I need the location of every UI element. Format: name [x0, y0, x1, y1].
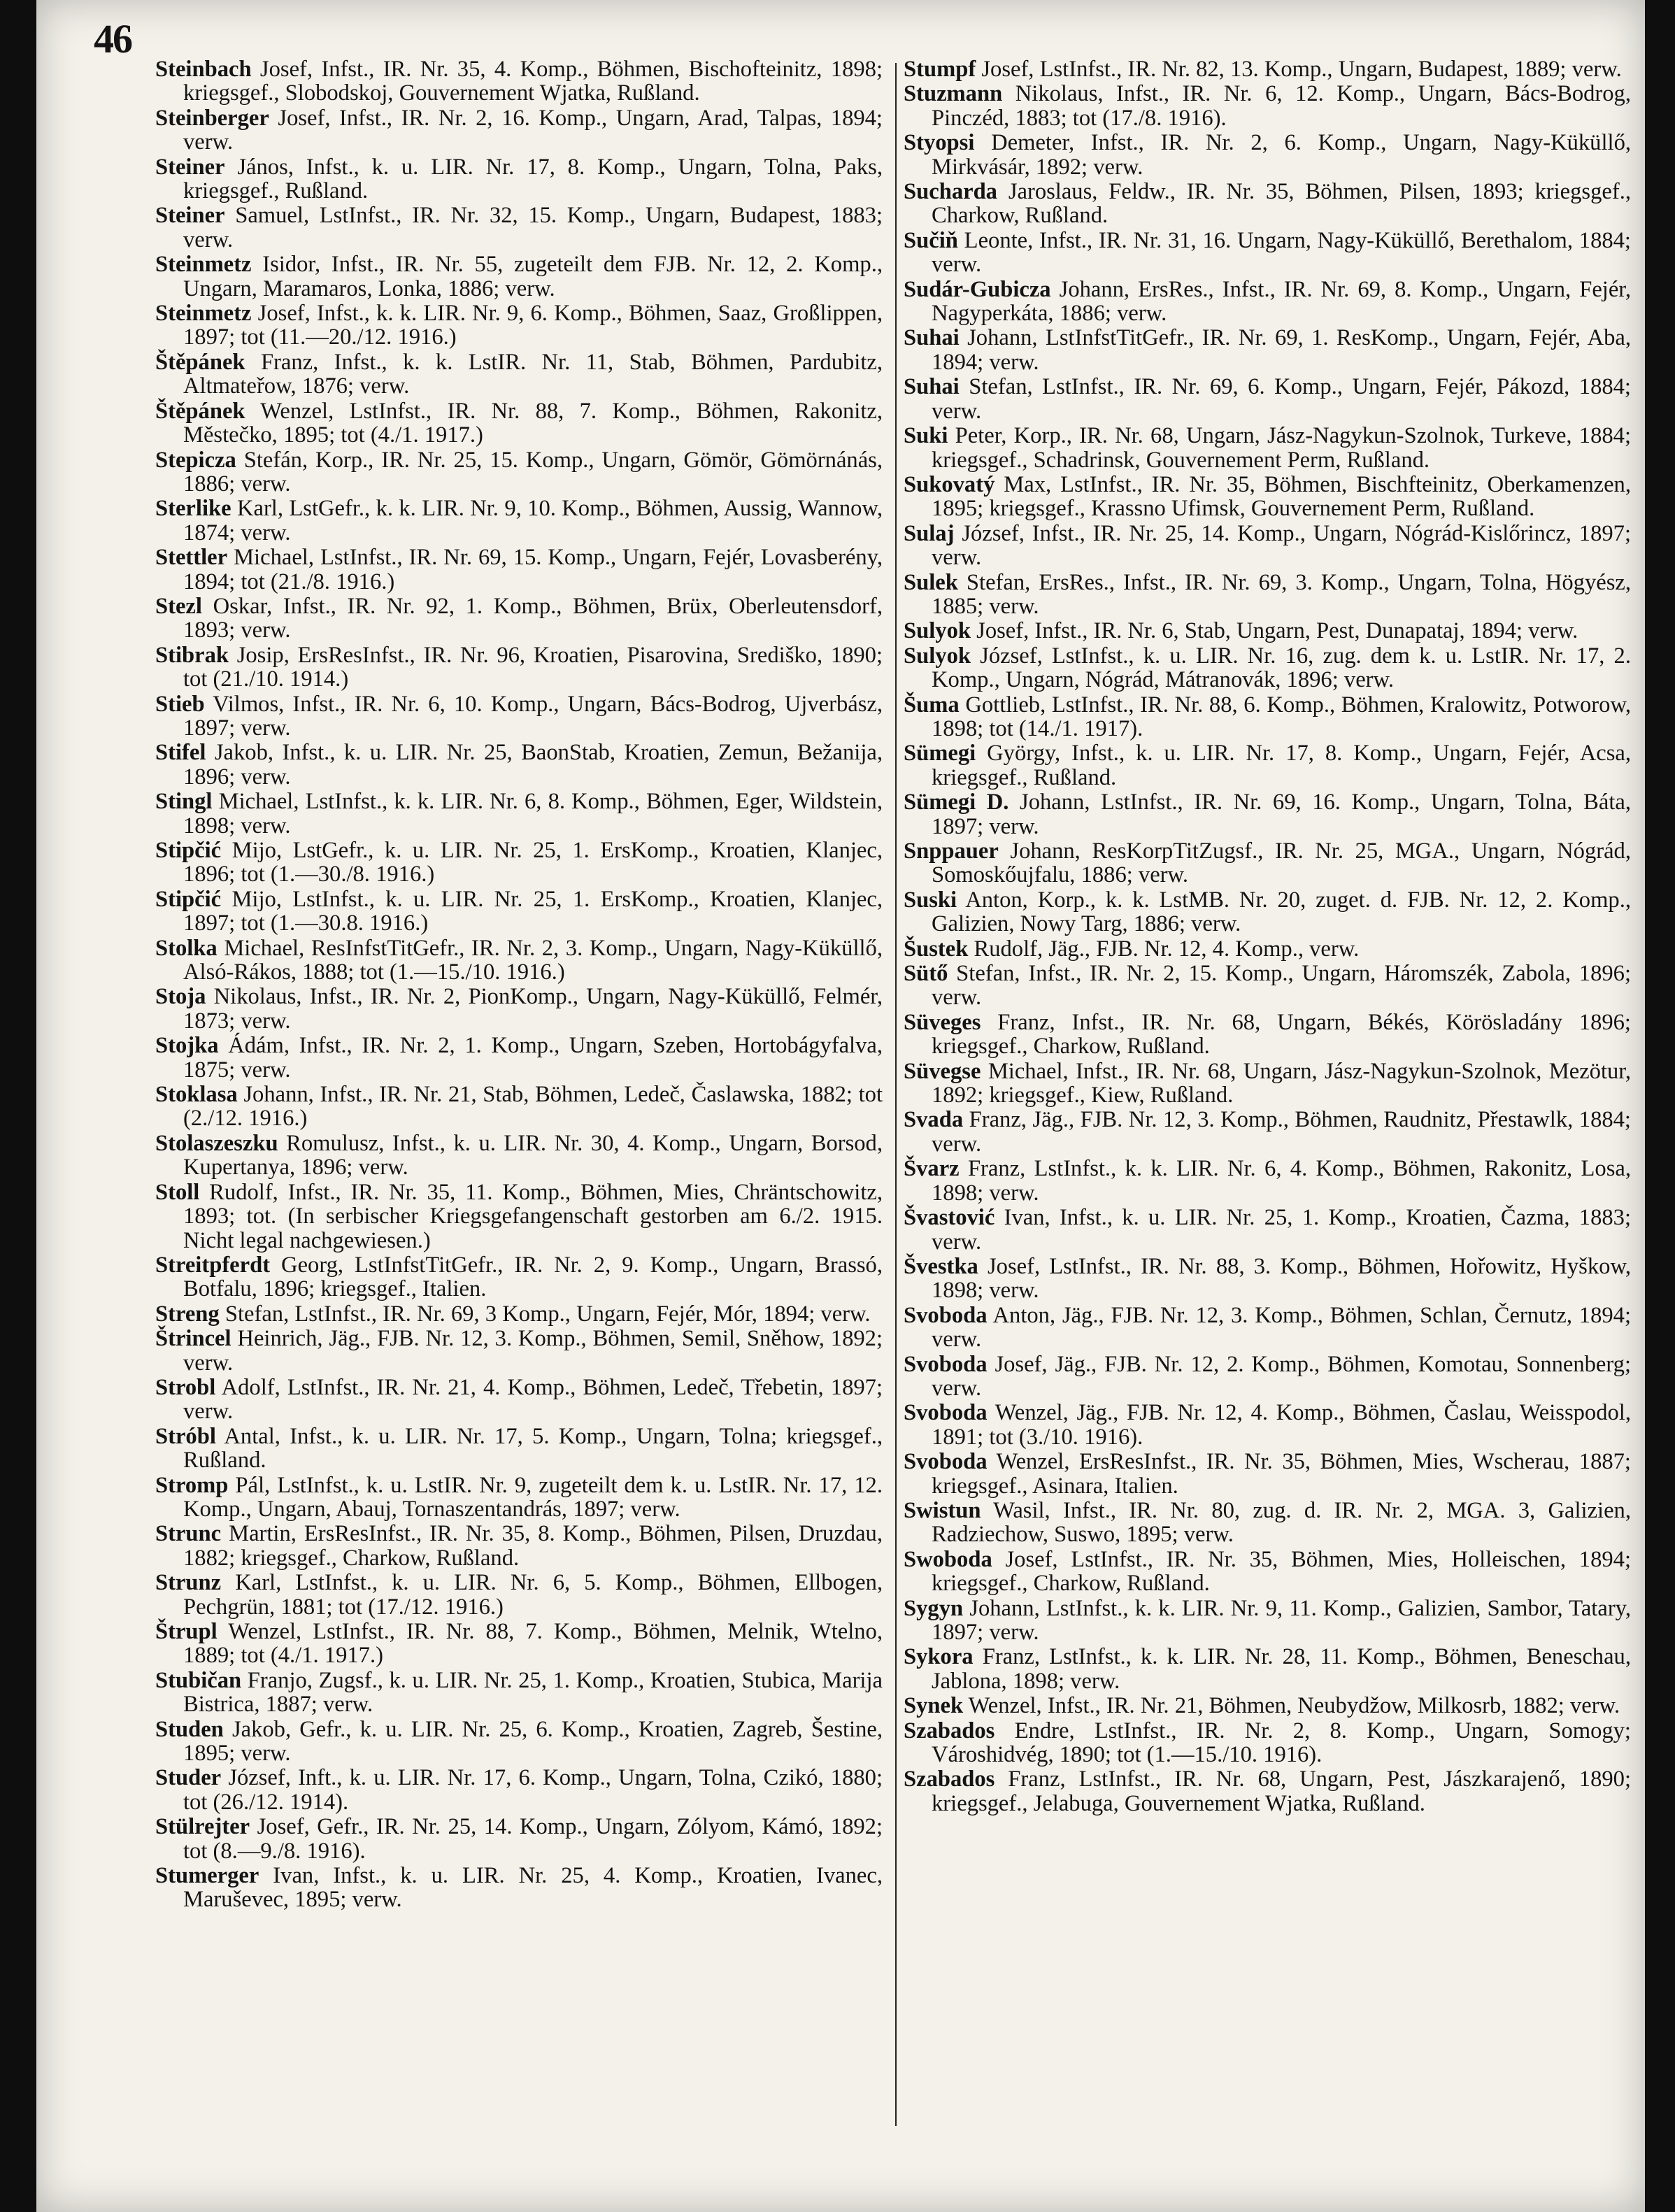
list-item — [904, 1401, 1631, 1449]
list-item — [904, 1767, 1631, 1815]
entry-surname: Sümegi — [904, 741, 976, 766]
entry-details: József, Inft., k. u. LIR. Nr. 17, 6. Komp., Ungarn, Tolna, Czikó, 1880; tot (26./12. 1914). — [183, 1765, 883, 1815]
entry-details: Gottlieb, LstInfst., IR. Nr. 88, 6. Komp., Böhmen, Kralowitz, Potworow, 1898; tot (14./1. 1917). — [932, 692, 1631, 741]
entry-details: Josef, Jäg., FJB. Nr. 12, 2. Komp., Böhmen, Komotau, Sonnenberg; verw. — [932, 1351, 1631, 1401]
entry-surname: Svoboda — [904, 1400, 988, 1426]
entry-surname: Stezl — [155, 593, 202, 619]
list-item — [155, 692, 883, 741]
entry-details: Johann, ResKorpTitZugsf., IR. Nr. 25, MGA., Ungarn, Nógrád, Somoskőujfalu, 1886; verw. — [932, 839, 1631, 888]
page-number: 46 — [94, 16, 131, 62]
entry-surname: Štěpánek — [155, 398, 245, 424]
entry-details: Franz, LstInfst., k. k. LIR. Nr. 6, 4. Komp., Böhmen, Rakonitz, Losa, 1898; verw. — [932, 1156, 1631, 1206]
list-item — [155, 1425, 883, 1473]
entry-surname: Sulek — [904, 569, 958, 595]
list-item — [155, 1522, 883, 1570]
entry-surname: Swistun — [904, 1497, 981, 1523]
list-item — [155, 1474, 883, 1522]
list-item — [155, 643, 883, 692]
list-item — [904, 522, 1631, 570]
entry-surname: Švarz — [904, 1156, 960, 1182]
entry-details: Franz, Infst., IR. Nr. 68, Ungarn, Békés, Körösladány 1896; kriegsgef., Charkow, Rußland. — [932, 1009, 1631, 1059]
entry-surname: Sterlike — [155, 496, 231, 522]
list-item — [155, 1815, 883, 1863]
entry-surname: Sucharda — [904, 179, 997, 205]
entry-details: Josef, LstInfst., IR. Nr. 88, 3. Komp., Böhmen, Hořowitz, Hyškow, 1898; verw. — [932, 1253, 1631, 1304]
entry-details: Nikolaus, Infst., IR. Nr. 6, 12. Komp., Ungarn, Bács-Bodrog, Pinczéd, 1883; tot (17./8. 1916). — [932, 81, 1631, 131]
entry-details: Mijo, LstGefr., k. u. LIR. Nr. 25, 1. ErsKomp., Kroatien, Klanjec, 1896; tot (1.—30./8. 1916.) — [183, 838, 883, 887]
entry-surname: Štrupl — [155, 1619, 218, 1644]
entry-surname: Sulaj — [904, 520, 955, 546]
entry-surname: Suski — [904, 887, 957, 913]
entry-surname: Sütő — [904, 961, 948, 987]
entry-surname: Stipčić — [155, 838, 222, 863]
entry-details: Anton, Korp., k. k. LstMB. Nr. 20, zuget. d. FJB. Nr. 12, 2. Komp., Galizien, Nowy Targ, 1886; verw. — [932, 887, 1631, 937]
entry-details: Isidor, Infst., IR. Nr. 55, zugeteilt dem FJB. Nr. 12, 2. Komp., Ungarn, Maramaros, Lonka, 1886; verw. — [183, 252, 883, 301]
entry-details: Rudolf, Jäg., FJB. Nr. 12, 4. Komp., verw. — [968, 936, 1360, 962]
entry-surname: Szabados — [904, 1718, 995, 1743]
entry-details: Rudolf, Infst., IR. Nr. 35, 11. Komp., Böhmen, Mies, Chräntschowitz, 1893; tot. (In serbischer Kriegsgefangenschaft gestorben am 6./2. 1915. Nicht legal nachgewiesen.) — [183, 1179, 883, 1253]
entry-details: Karl, LstInfst., k. u. LIR. Nr. 6, 5. Komp., Böhmen, Ellbogen, Pechgrün, 1881; tot (17./12. 1916.) — [183, 1570, 883, 1620]
entry-details: Georg, LstInfstTitGefr., IR. Nr. 2, 9. Komp., Ungarn, Brassó, Botfalu, 1896; kriegsgef., Italien. — [183, 1252, 883, 1302]
entry-details: Martin, ErsResInfst., IR. Nr. 35, 8. Komp., Böhmen, Pilsen, Druzdau, 1882; kriegsgef., Charkow, Rußland. — [183, 1521, 883, 1571]
list-item — [904, 131, 1631, 179]
list-item — [155, 1132, 883, 1180]
entry-details: Oskar, Infst., IR. Nr. 92, 1. Komp., Böhmen, Brüx, Oberleutensdorf, 1893; verw. — [183, 593, 883, 643]
entry-details: Vilmos, Infst., IR. Nr. 6, 10. Komp., Ungarn, Bács-Bodrog, Ujverbász, 1897; verw. — [183, 691, 883, 741]
entry-details: Ivan, Infst., k. u. LIR. Nr. 25, 1. Komp., Kroatien, Čazma, 1883; verw. — [932, 1205, 1631, 1255]
entry-details: Johann, LstInfst., IR. Nr. 69, 16. Komp., Ungarn, Tolna, Báta, 1897; verw. — [932, 790, 1631, 839]
entry-surname: Sygyn — [904, 1595, 964, 1621]
entry-surname: Svada — [904, 1107, 964, 1133]
entry-details: Ádám, Infst., IR. Nr. 2, 1. Komp., Ungarn, Szeben, Hortobágyfalva, 1875; verw. — [183, 1033, 883, 1083]
entry-details: György, Infst., k. u. LIR. Nr. 17, 8. Komp., Ungarn, Fejér, Acsa, kriegsgef., Rußland. — [932, 741, 1631, 790]
entry-details: Anton, Jäg., FJB. Nr. 12, 3. Komp., Böhmen, Schlan, Černutz, 1894; verw. — [932, 1302, 1631, 1353]
entry-surname: Šustek — [904, 936, 969, 962]
entry-details: Wenzel, Infst., IR. Nr. 21, Böhmen, Neubydžow, Milkosrb, 1882; verw. — [963, 1693, 1620, 1719]
entry-details: Karl, LstGefr., k. k. LIR. Nr. 9, 10. Komp., Böhmen, Aussig, Wannow, 1874; verw. — [183, 496, 883, 545]
list-item — [904, 1353, 1631, 1401]
list-item — [155, 1180, 883, 1253]
list-item — [155, 1571, 883, 1619]
list-item — [155, 741, 883, 789]
list-item — [155, 1766, 883, 1814]
entry-details: Samuel, LstInfst., IR. Nr. 32, 15. Komp., Ungarn, Budapest, 1883; verw. — [183, 203, 883, 252]
entry-details: Franz, LstInfst., k. k. LIR. Nr. 28, 11. Komp., Böhmen, Beneschau, Jablona, 1898; verw. — [932, 1644, 1631, 1694]
entry-surname: Stingl — [155, 789, 213, 815]
list-item — [904, 1011, 1631, 1059]
entry-surname: Sudár-Gubicza — [904, 276, 1051, 302]
list-item — [155, 1302, 883, 1326]
entry-details: Wenzel, ErsResInfst., IR. Nr. 35, Böhmen, Mies, Wscherau, 1887; kriegsgef., Asinara, Italien. — [932, 1449, 1631, 1499]
list-item — [155, 1864, 883, 1912]
entry-surname: Sümegi D. — [904, 790, 1009, 815]
list-item — [155, 399, 883, 448]
entry-surname: Suhai — [904, 374, 960, 400]
list-item — [904, 790, 1631, 839]
entry-details: József, Infst., IR. Nr. 25, 14. Komp., Ungarn, Nógrád-Kislőrincz, 1897; verw. — [932, 520, 1631, 571]
list-item — [904, 375, 1631, 423]
entry-surname: Stoklasa — [155, 1082, 238, 1108]
list-item — [155, 839, 883, 887]
list-item — [155, 57, 883, 106]
list-item — [155, 1718, 883, 1766]
entry-surname: Stubičan — [155, 1667, 242, 1693]
entry-surname: Szabados — [904, 1767, 995, 1792]
entry-surname: Svoboda — [904, 1449, 988, 1475]
list-item — [904, 326, 1631, 374]
entry-surname: Stromp — [155, 1472, 229, 1498]
entry-surname: Styopsi — [904, 130, 975, 156]
list-item — [155, 1034, 883, 1082]
entry-details: Stefan, ErsRes., Infst., IR. Nr. 69, 3. Komp., Ungarn, Tolna, Högyész, 1885; verw. — [932, 569, 1631, 619]
entry-surname: Süveges — [904, 1009, 981, 1035]
list-item — [904, 57, 1631, 81]
entry-details: József, LstInfst., k. u. LIR. Nr. 16, zug. dem k. u. LstIR. Nr. 17, 2. Komp., Ungarn, Nógrád, Mátranovák, 1896; verw. — [932, 643, 1631, 693]
entry-surname: Steiner — [155, 154, 225, 180]
list-item — [904, 473, 1631, 521]
entry-details: Demeter, Infst., IR. Nr. 2, 6. Komp., Ungarn, Nagy-Küküllő, Mirkvásár, 1892; verw. — [932, 130, 1631, 180]
entry-details: Wenzel, Jäg., FJB. Nr. 12, 4. Komp., Böhmen, Časlau, Weisspodol, 1891; tot (3./10. 1916). — [932, 1400, 1631, 1450]
list-item — [155, 106, 883, 155]
entry-surname: Studen — [155, 1716, 224, 1742]
entry-details: Josef, LstInfst., IR. Nr. 82, 13. Komp., Ungarn, Budapest, 1889; verw. — [976, 57, 1622, 82]
document-page — [36, 0, 1645, 2212]
entry-details: Stefan, LstInfst., IR. Nr. 69, 3 Komp., Ungarn, Fejér, Mór, 1894; verw. — [219, 1301, 871, 1327]
entry-details: Nikolaus, Infst., IR. Nr. 2, PionKomp., Ungarn, Nagy-Küküllő, Felmér, 1873; verw. — [183, 984, 883, 1034]
entry-surname: Sulyok — [904, 643, 971, 669]
list-item — [904, 839, 1631, 887]
entry-surname: Stipčić — [155, 886, 222, 912]
list-item — [155, 985, 883, 1033]
list-item — [155, 1253, 883, 1301]
list-item — [904, 962, 1631, 1010]
entry-surname: Suki — [904, 423, 948, 449]
entry-surname: Strobl — [155, 1374, 216, 1400]
entry-surname: Swoboda — [904, 1546, 992, 1572]
entry-surname: Stepicza — [155, 447, 236, 473]
entry-surname: Švastović — [904, 1205, 995, 1231]
list-item — [904, 619, 1631, 643]
entry-surname: Sukovatý — [904, 471, 995, 497]
entry-surname: Strunz — [155, 1570, 222, 1596]
entry-details: Michael, LstInfst., k. k. LIR. Nr. 6, 8. Komp., Böhmen, Eger, Wildstein, 1898; verw. — [183, 789, 883, 839]
entry-details: Heinrich, Jäg., FJB. Nr. 12, 3. Komp., Böhmen, Semil, Sněhow, 1892; verw. — [183, 1326, 883, 1376]
entry-surname: Stolaszeszku — [155, 1130, 278, 1156]
entry-details: Stefan, LstInfst., IR. Nr. 69, 6. Komp., Ungarn, Fejér, Pákozd, 1884; verw. — [932, 374, 1631, 424]
entry-details: Ivan, Infst., k. u. LIR. Nr. 25, 4. Komp., Kroatien, Ivanec, Maruševec, 1895; verw. — [183, 1863, 883, 1913]
list-item — [904, 1304, 1631, 1352]
left-column — [155, 57, 883, 1913]
list-item — [904, 571, 1631, 619]
list-item — [155, 350, 883, 399]
entry-details: Antal, Infst., k. u. LIR. Nr. 17, 5. Komp., Ungarn, Tolna; kriegsgef., Rußland. — [183, 1423, 883, 1474]
entry-surname: Studer — [155, 1765, 222, 1791]
list-item — [904, 1499, 1631, 1547]
entry-details: Franz, Jäg., FJB. Nr. 12, 3. Komp., Böhmen, Raudnitz, Přestawlk, 1884; verw. — [932, 1107, 1631, 1157]
list-item — [155, 1376, 883, 1424]
entry-details: Romulusz, Infst., k. u. LIR. Nr. 30, 4. Komp., Ungarn, Borsod, Kupertanya, 1896; verw. — [183, 1130, 883, 1180]
entry-details: Peter, Korp., IR. Nr. 68, Ungarn, Jász-Nagykun-Szolnok, Turkeve, 1884; kriegsgef., Schadrinsk, Gouvernement Perm, Rußland. — [932, 423, 1631, 473]
list-item — [904, 937, 1631, 961]
list-item — [904, 82, 1631, 130]
entry-surname: Štrincel — [155, 1326, 231, 1352]
list-item — [155, 1620, 883, 1668]
entry-details: Josef, Infst., IR. Nr. 2, 16. Komp., Ungarn, Arad, Talpas, 1894; verw. — [183, 105, 883, 155]
entry-details: Johann, ErsRes., Infst., IR. Nr. 69, 8. Komp., Ungarn, Fejér, Nagyperkáta, 1886; verw. — [932, 276, 1631, 327]
entry-details: Wenzel, LstInfst., IR. Nr. 88, 7. Komp., Böhmen, Melnik, Wtelno, 1889; tot (4./1. 1917.) — [183, 1619, 883, 1669]
list-item — [904, 1694, 1631, 1718]
list-item — [155, 887, 883, 936]
entry-surname: Stolka — [155, 935, 218, 961]
list-item — [155, 448, 883, 497]
entry-surname: Streitpferdt — [155, 1252, 271, 1278]
list-item — [155, 790, 883, 838]
entry-details: Stefan, Infst., IR. Nr. 2, 15. Komp., Ungarn, Háromszék, Zabola, 1896; verw. — [932, 961, 1631, 1011]
entry-details: Josef, Infst., IR. Nr. 35, 4. Komp., Böhmen, Bischofteinitz, 1898; kriegsgef., Slobodskoj, Gouvernement Wjatka, Rußland. — [183, 57, 883, 106]
entry-surname: Streng — [155, 1301, 220, 1327]
list-item — [155, 936, 883, 985]
entry-details: Jakob, Infst., k. u. LIR. Nr. 25, BaonStab, Kroatien, Zemun, Bežanija, 1896; verw. — [183, 740, 883, 790]
entry-details: Wasil, Infst., IR. Nr. 80, zug. d. IR. Nr. 2, MGA. 3, Galizien, Radziechow, Suswo, 1895; verw. — [932, 1497, 1631, 1548]
list-item — [904, 693, 1631, 741]
entry-surname: Sučiň — [904, 227, 958, 253]
list-item — [904, 229, 1631, 277]
list-item — [155, 204, 883, 252]
entry-surname: Snppauer — [904, 839, 999, 864]
list-item — [904, 1157, 1631, 1205]
list-item — [904, 741, 1631, 790]
list-item — [155, 1669, 883, 1717]
list-item — [904, 1645, 1631, 1693]
entry-details: Jaroslaus, Feldw., IR. Nr. 35, Böhmen, Pilsen, 1893; kriegsgef., Charkow, Rußland. — [932, 179, 1631, 229]
entry-surname: Stuzmann — [904, 81, 1003, 107]
entry-details: Franz, LstInfst., IR. Nr. 68, Ungarn, Pest, Jászkarajenő, 1890; kriegsgef., Jelabuga, Gouvernement Wjatka, Rußland. — [932, 1767, 1631, 1816]
entry-details: Jakob, Gefr., k. u. LIR. Nr. 25, 6. Komp., Kroatien, Zagreb, Šestine, 1895; verw. — [183, 1716, 883, 1767]
entry-details: Stefán, Korp., IR. Nr. 25, 15. Komp., Ungarn, Gömör, Gömörnánás, 1886; verw. — [183, 447, 883, 497]
list-item — [155, 594, 883, 643]
entry-details: Endre, LstInfst., IR. Nr. 2, 8. Komp., Ungarn, Somogy; Városhidvég, 1890; tot (1.—15./10. 1916). — [932, 1718, 1631, 1768]
entry-details: Wenzel, LstInfst., IR. Nr. 88, 7. Komp., Böhmen, Rakonitz, Městečko, 1895; tot (4./1. 1917.) — [183, 398, 883, 448]
list-item — [904, 888, 1631, 936]
right-column — [904, 57, 1631, 1816]
entry-details: Josip, ErsResInfst., IR. Nr. 96, Kroatien, Pisarovina, Središko, 1890; tot (21./10. 1914.) — [183, 642, 883, 692]
entry-details: Johann, Infst., IR. Nr. 21, Stab, Böhmen, Ledeč, Časlawska, 1882; tot (2./12. 1916.) — [183, 1082, 883, 1132]
entry-surname: Steiner — [155, 203, 225, 229]
entry-surname: Synek — [904, 1693, 964, 1719]
list-item — [904, 1108, 1631, 1156]
list-item — [155, 497, 883, 545]
entry-surname: Suhai — [904, 325, 960, 351]
entry-surname: Stoja — [155, 984, 206, 1010]
entry-surname: Stieb — [155, 691, 205, 717]
entry-surname: Sykora — [904, 1644, 974, 1670]
entry-surname: Švestka — [904, 1253, 978, 1279]
list-item — [155, 155, 883, 204]
entry-details: Josef, Infst., k. k. LIR. Nr. 9, 6. Komp., Böhmen, Saaz, Großlippen, 1897; tot (11.—20./12. 1916.) — [183, 301, 883, 350]
list-item — [904, 1059, 1631, 1108]
list-item — [155, 545, 883, 594]
list-item — [155, 301, 883, 350]
list-item — [904, 1450, 1631, 1498]
entry-surname: Steinbach — [155, 57, 252, 82]
column-divider — [895, 63, 897, 2126]
entry-details: Josef, Gefr., IR. Nr. 25, 14. Komp., Ungarn, Zólyom, Kámó, 1892; tot (8.—9./8. 1916). — [183, 1814, 883, 1864]
entry-details: János, Infst., k. u. LIR. Nr. 17, 8. Komp., Ungarn, Tolna, Paks, kriegsgef., Rußland. — [183, 154, 883, 204]
list-item — [155, 252, 883, 301]
list-item — [155, 1327, 883, 1375]
entry-surname: Stojka — [155, 1033, 219, 1059]
list-item — [904, 424, 1631, 472]
entry-surname: Stoll — [155, 1179, 200, 1205]
entry-details: Michael, Infst., IR. Nr. 68, Ungarn, Jász-Nagykun-Szolnok, Mezötur, 1892; kriegsgef., Kiew, Rußland. — [932, 1058, 1631, 1108]
entry-surname: Svoboda — [904, 1302, 988, 1328]
entry-surname: Svoboda — [904, 1351, 988, 1377]
list-item — [904, 180, 1631, 228]
entry-surname: Stumerger — [155, 1863, 259, 1889]
entry-surname: Stülrejter — [155, 1814, 250, 1840]
list-item — [904, 1255, 1631, 1303]
entry-details: Franjo, Zugsf., k. u. LIR. Nr. 25, 1. Komp., Kroatien, Stubica, Marija Bistrica, 1887; verw. — [183, 1667, 883, 1718]
list-item — [904, 278, 1631, 326]
entry-surname: Süvegse — [904, 1058, 981, 1084]
entry-details: Michael, LstInfst., IR. Nr. 69, 15. Komp., Ungarn, Fejér, Lovasberény, 1894; tot (21./8. 1916.) — [183, 545, 883, 594]
list-item — [904, 1548, 1631, 1596]
entry-surname: Steinmetz — [155, 301, 252, 327]
entry-surname: Steinmetz — [155, 252, 252, 278]
entry-surname: Stettler — [155, 545, 228, 571]
entry-surname: Strunc — [155, 1521, 222, 1547]
entry-surname: Sulyok — [904, 618, 971, 644]
entry-details: Josef, LstInfst., IR. Nr. 35, Böhmen, Mies, Holleischen, 1894; kriegsgef., Charkow, Rußland. — [932, 1546, 1631, 1597]
entry-surname: Šuma — [904, 692, 960, 718]
entry-details: Franz, Infst., k. k. LstIR. Nr. 11, Stab, Böhmen, Pardubitz, Altmateřow, 1876; verw. — [183, 349, 883, 399]
entry-surname: Stifel — [155, 740, 206, 766]
entry-details: Michael, ResInfstTitGefr., IR. Nr. 2, 3. Komp., Ungarn, Nagy-Küküllő, Alsó-Rákos, 1888; tot (1.—15./10. 1916.) — [183, 935, 883, 985]
entry-surname: Stumpf — [904, 57, 976, 82]
entry-details: Johann, LstInfstTitGefr., IR. Nr. 69, 1. ResKomp., Ungarn, Fejér, Aba, 1894; verw. — [932, 325, 1631, 375]
entry-details: Josef, Infst., IR. Nr. 6, Stab, Ungarn, Pest, Dunapataj, 1894; verw. — [971, 618, 1578, 644]
entry-details: Johann, LstInfst., k. k. LIR. Nr. 9, 11. Komp., Galizien, Sambor, Tatary, 1897; verw. — [932, 1595, 1631, 1645]
entry-details: Max, LstInfst., IR. Nr. 35, Böhmen, Bischfteinitz, Oberkamenzen, 1895; kriegsgef., Krassno Ufimsk, Gouvernement Perm, Rußland. — [932, 471, 1631, 522]
entry-surname: Stibrak — [155, 642, 229, 668]
list-item — [904, 644, 1631, 692]
entry-details: Pál, LstInfst., k. u. LstIR. Nr. 9, zugeteilt dem k. u. LstIR. Nr. 17, 12. Komp., Ungarn, Abauj, Tornaszentandrás, 1897; verw. — [183, 1472, 883, 1522]
list-item — [904, 1597, 1631, 1645]
list-item — [155, 1083, 883, 1131]
entry-surname: Steinberger — [155, 105, 269, 131]
entry-surname: Stróbl — [155, 1423, 216, 1449]
entry-surname: Štěpánek — [155, 349, 245, 375]
entry-details: Adolf, LstInfst., IR. Nr. 21, 4. Komp., Böhmen, Ledeč, Třebetin, 1897; verw. — [183, 1374, 883, 1425]
list-item — [904, 1206, 1631, 1254]
entry-details: Leonte, Infst., IR. Nr. 31, 16. Ungarn, Nagy-Küküllő, Berethalom, 1884; verw. — [932, 227, 1631, 278]
list-item — [904, 1719, 1631, 1767]
entry-details: Mijo, LstInfst., k. u. LIR. Nr. 25, 1. ErsKomp., Kroatien, Klanjec, 1897; tot (1.—30.8. 1916.) — [183, 886, 883, 936]
